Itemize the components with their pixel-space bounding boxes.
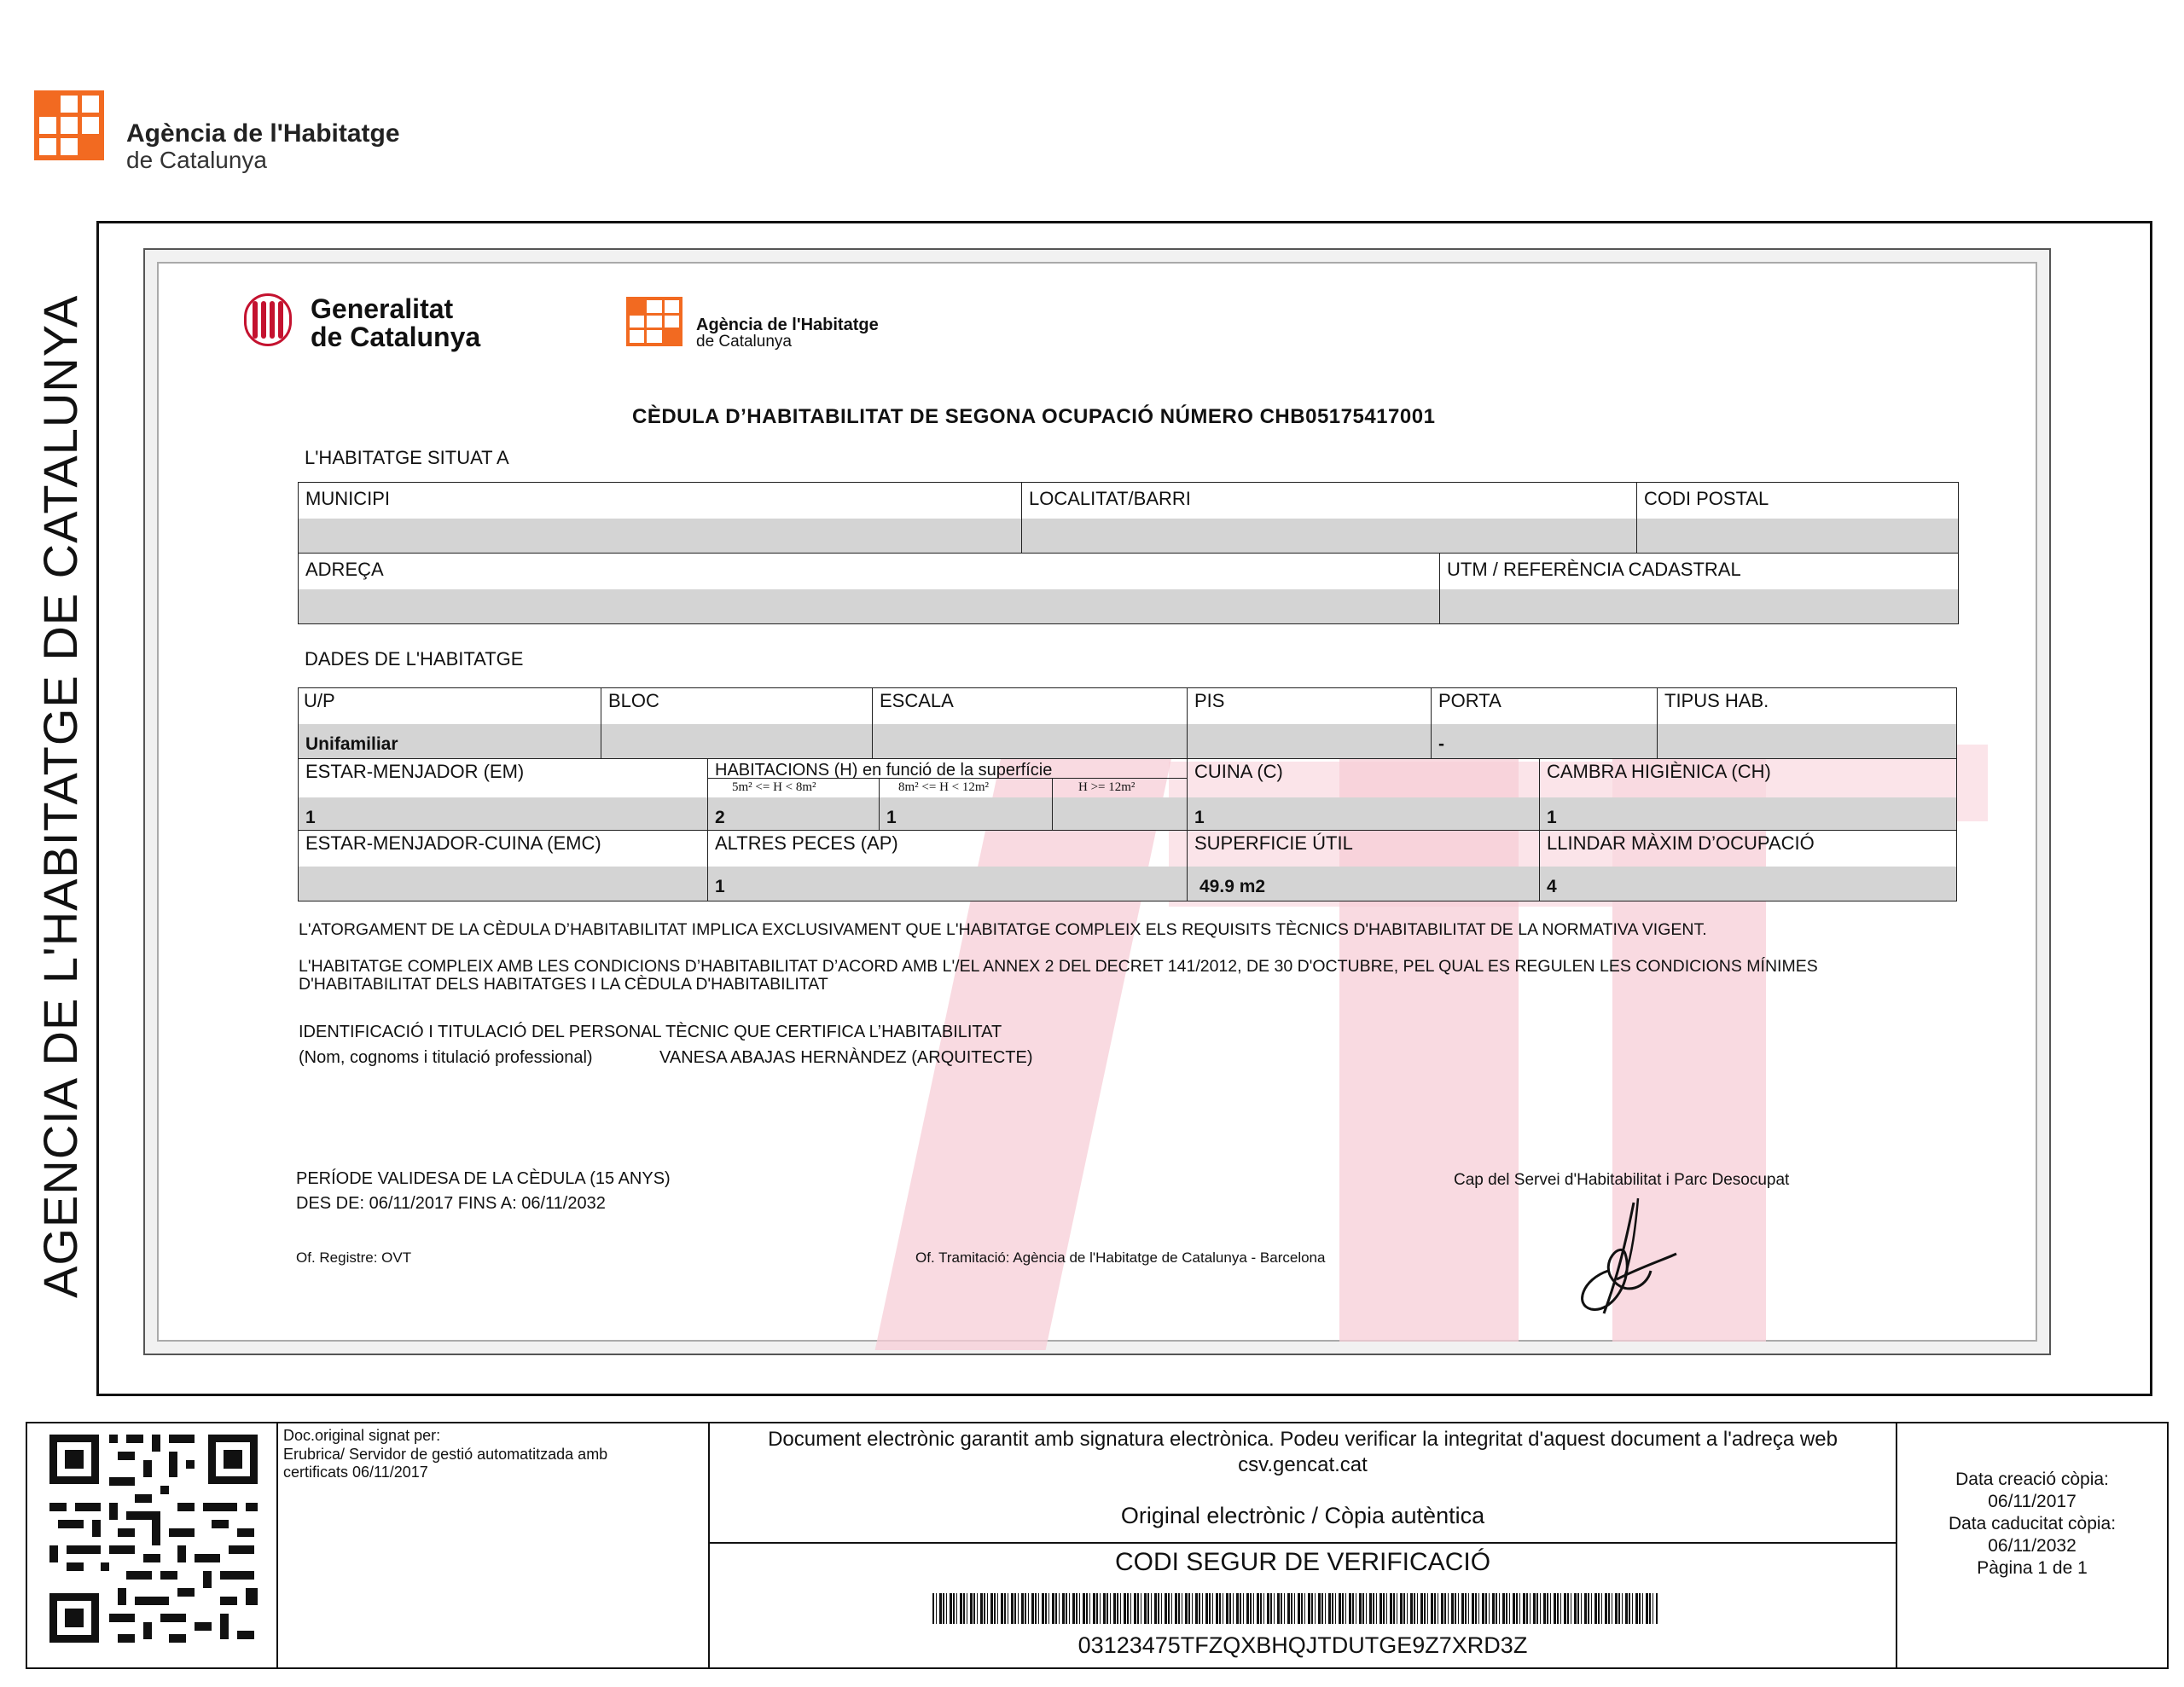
legal-paragraph-1: L'ATORGAMENT DE LA CÈDULA D’HABITABILITAT IMPLICA EXCLUSIVAMENT QUE L'HABITATGE COMPLEIX ELS REQUISITS TÈCNICS D'HABITABILITAT DE LA NORMATIVA VIGENT.	[299, 920, 1707, 939]
copy-type: Original electrònic / Còpia autèntica	[1120, 1503, 1485, 1528]
porta-value: -	[1432, 724, 1657, 758]
hab-mid-value: 1	[880, 797, 1052, 830]
hab-large-label: H >= 12m²	[1078, 780, 1136, 794]
hab-small-field	[707, 778, 880, 831]
technician-value: VANESA ABAJAS HERNÀNDEZ (ARQUITECTE)	[659, 1048, 1033, 1067]
localitat-field	[1021, 482, 1637, 554]
cert-agency-logo-icon	[626, 297, 682, 346]
qr-code	[49, 1435, 258, 1643]
bloc-label: BLOC	[608, 690, 659, 711]
em-label: ESTAR-MENJADOR (EM)	[305, 761, 525, 782]
pis-value	[1188, 724, 1431, 758]
ch-field	[1539, 758, 1957, 831]
municipi-value	[299, 519, 1021, 553]
superficie-value: 49.9 m2	[1188, 867, 1539, 901]
emc-value	[299, 867, 707, 901]
hab-small-label: 5m² <= H < 8m²	[732, 780, 816, 794]
cuina-field	[1187, 758, 1540, 831]
hab-small-value: 2	[708, 797, 879, 830]
signed-by-label: Doc.original signat per:	[283, 1427, 441, 1444]
emc-field	[298, 830, 708, 901]
technician-heading: IDENTIFICACIÓ I TITULACIÓ DEL PERSONAL TÈCNIC QUE CERTIFICA L’HABITABILITAT	[299, 1023, 1002, 1041]
cert-agency-name: Agència de l'Habitatge	[696, 316, 879, 334]
csv-title: CODI SEGUR DE VERIFICACIÓ	[1114, 1548, 1491, 1576]
hab-mid-label: 8m² <= H < 12m²	[898, 780, 990, 794]
signer-title: Cap del Servei d'Habitabilitat i Parc Desocupat	[1454, 1171, 1790, 1189]
emc-label: ESTAR-MENJADOR-CUINA (EMC)	[305, 832, 601, 854]
qr-code-pattern	[49, 1435, 258, 1643]
tipus-label: TIPUS HAB.	[1664, 690, 1769, 711]
utm-value	[1440, 589, 1958, 623]
em-value: 1	[299, 797, 707, 830]
escala-field	[872, 687, 1188, 759]
copy-created-label: Data creació còpia:	[1955, 1470, 2109, 1489]
office-processing: Of. Tramitació: Agència de l'Habitatge de Catalunya - Barcelona	[915, 1249, 1326, 1266]
up-label: U/P	[304, 690, 335, 711]
llindar-value: 4	[1540, 867, 1956, 901]
superficie-field	[1187, 830, 1540, 901]
office-registry: Of. Registre: OVT	[296, 1249, 412, 1266]
hab-large-field	[1052, 778, 1188, 831]
habitacions-label: HABITACIONS (H) en funció de la superfície	[715, 761, 1053, 780]
certificate-title: CÈDULA D’HABITABILITAT DE SEGONA OCUPACIÓ NÚMERO CHB05175417001	[632, 405, 1436, 428]
em-field	[298, 758, 708, 831]
cert-agency-region: de Catalunya	[696, 333, 792, 351]
llindar-field	[1539, 830, 1957, 901]
pis-field	[1187, 687, 1432, 759]
adreca-value	[299, 589, 1439, 623]
generalitat-logo-icon	[244, 293, 292, 346]
signature-image	[1565, 1194, 1685, 1322]
tipus-field	[1657, 687, 1957, 759]
agency-region: de Catalunya	[126, 147, 268, 173]
copy-expiry-value: 06/11/2032	[1988, 1536, 2077, 1556]
hab-large-value	[1053, 797, 1187, 830]
vertical-agency-title: AGENCIA DE L'HABITATGE DE CATALUNYA	[33, 294, 87, 1298]
page-info: Pàgina 1 de 1	[1977, 1558, 2088, 1578]
utm-label: UTM / REFERÈNCIA CADASTRAL	[1447, 559, 1741, 580]
ch-value: 1	[1540, 797, 1956, 830]
cert-agency-logo	[626, 297, 682, 346]
agency-logo	[34, 90, 104, 160]
bloc-value	[601, 724, 872, 758]
codi-postal-label: CODI POSTAL	[1644, 488, 1769, 509]
generalitat-name-line1: Generalitat	[311, 293, 454, 324]
adreca-label: ADREÇA	[305, 559, 384, 580]
technician-label: (Nom, cognoms i titulació professional)	[299, 1048, 593, 1067]
tipus-value	[1658, 724, 1956, 758]
copy-expiry-label: Data caducitat còpia:	[1948, 1514, 2117, 1533]
llindar-label: LLINDAR MÀXIM D’OCUPACIÓ	[1547, 832, 1815, 854]
hab-mid-field	[879, 778, 1053, 831]
bloc-field	[601, 687, 873, 759]
adreca-field	[298, 553, 1440, 624]
csv-code: 03123475TFZQXBHQJTDUTGE9Z7XRD3Z	[1077, 1632, 1528, 1658]
agency-name: Agència de l'Habitatge	[126, 119, 400, 148]
signed-by-value: Erubrica/ Servidor de gestió automatitzada amb certificats 06/11/2017	[283, 1446, 608, 1481]
validity-heading: PERÍODE VALIDESA DE LA CÈDULA (15 ANYS)	[296, 1169, 671, 1188]
cuina-label: CUINA (C)	[1194, 761, 1283, 782]
agency-logo-icon	[34, 90, 104, 160]
superficie-label: SUPERFICIE ÚTIL	[1194, 832, 1353, 854]
generalitat-logo	[244, 293, 292, 346]
municipi-label: MUNICIPI	[305, 488, 390, 509]
porta-label: PORTA	[1438, 690, 1502, 711]
section-location-heading: L'HABITATGE SITUAT A	[305, 447, 509, 468]
up-field	[298, 687, 601, 759]
ap-value: 1	[708, 867, 1187, 901]
section-data-heading: DADES DE L'HABITATGE	[305, 648, 524, 670]
localitat-value	[1022, 519, 1636, 553]
copy-created-value: 06/11/2017	[1988, 1492, 2077, 1511]
utm-field	[1439, 553, 1959, 624]
ap-label: ALTRES PECES (AP)	[715, 832, 898, 854]
codi-postal-value	[1637, 519, 1958, 553]
escala-label: ESCALA	[880, 690, 954, 711]
ch-label: CAMBRA HIGIÈNICA (CH)	[1547, 761, 1771, 782]
cuina-value: 1	[1188, 797, 1539, 830]
codi-postal-field	[1636, 482, 1959, 554]
municipi-field	[298, 482, 1022, 554]
up-value: Unifamiliar	[299, 724, 601, 758]
ap-field	[707, 830, 1188, 901]
generalitat-name-line2: de Catalunya	[311, 322, 481, 352]
localitat-label: LOCALITAT/BARRI	[1029, 488, 1191, 509]
legal-paragraph-2: L'HABITATGE COMPLEIX AMB LES CONDICIONS D’HABITABILITAT D’ACORD AMB L'/EL ANNEX 2 DEL DECRET 141/2012, DE 30 D'OCTUBRE, PEL QUAL ES REGULEN LES CONDICIONS MÍNIMES D'HABITABILITAT DELS HABITATGES I LA CÈDULA D'HABITABILITAT	[299, 957, 1818, 994]
csv-barcode	[932, 1593, 1658, 1624]
porta-field	[1431, 687, 1658, 759]
validity-dates: DES DE: 06/11/2017 FINS A: 06/11/2032	[296, 1194, 606, 1213]
escala-value	[873, 724, 1187, 758]
verification-text: Document electrònic garantit amb signatura electrònica. Podeu verificar la integritat d'aquest document a l'adreça web csv.gencat.cat	[768, 1428, 1838, 1476]
pis-label: PIS	[1194, 690, 1225, 711]
